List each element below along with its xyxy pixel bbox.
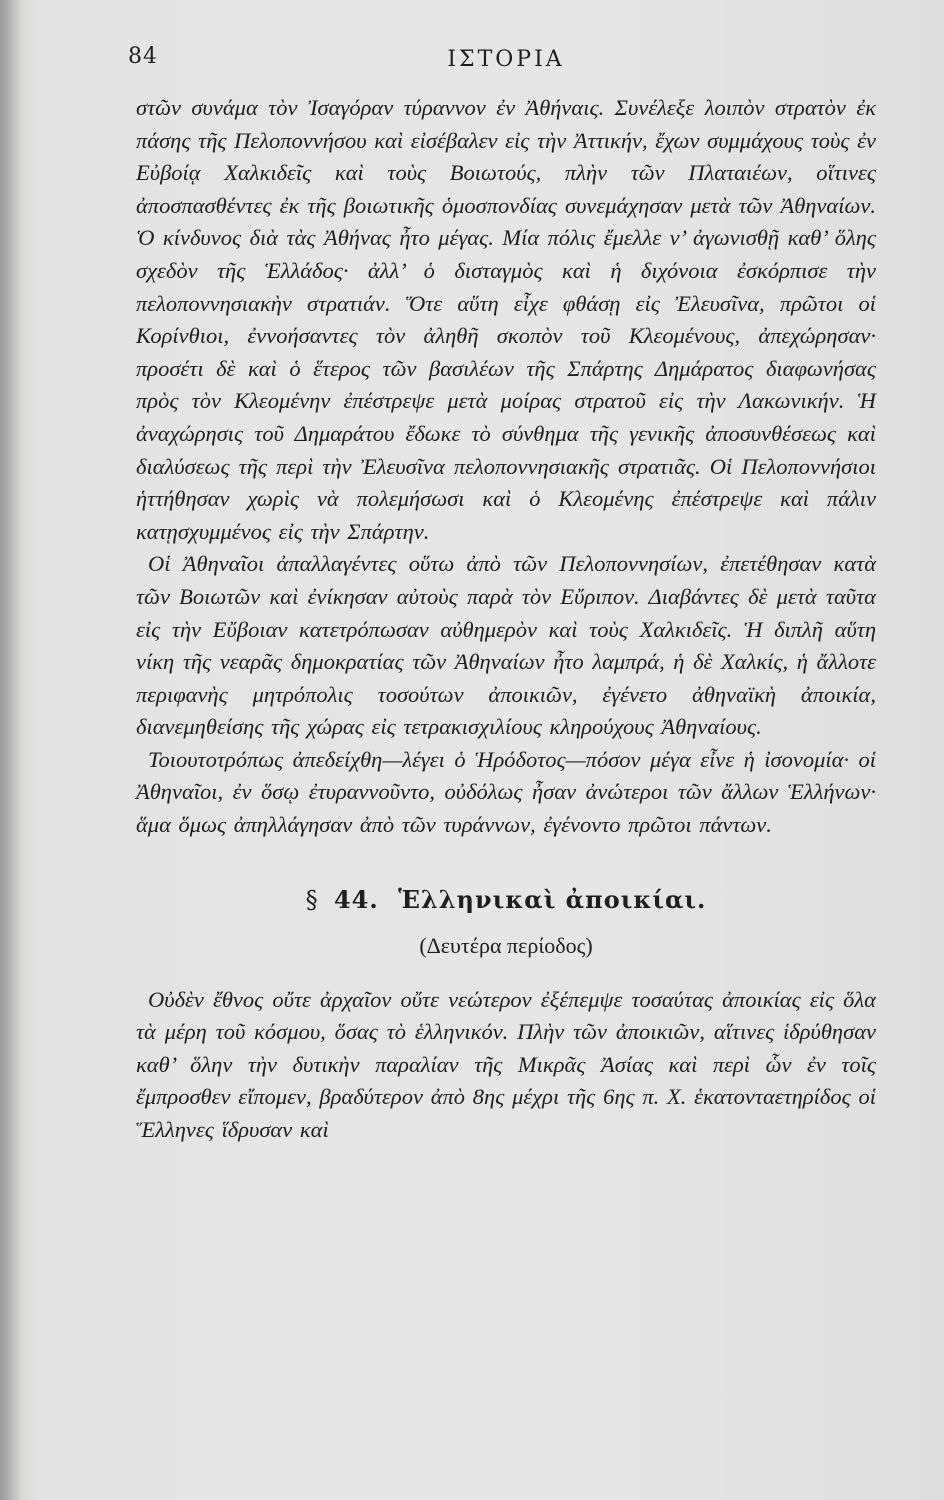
section-heading [136,880,876,920]
section-number: 44. [333,884,379,914]
running-head [128,0,876,92]
section-sign: § [305,885,319,914]
page-number: 84 [128,44,158,69]
paragraph-herodotus-isonomia: Τοιουτοτρόπως ἀπεδείχθη—λέγει ὁ Ἡρόδοτος—πόσον μέγα εἶνε ἡ ἰσονομία· οἱ Ἀθηναῖοι, ἐν ὅσῳ ἐτυραννοῦντο, οὐδόλως ἦσαν ἀνώτεροι τῶν ἄλλων Ἑλλήνων· ἅμα ὅμως ἀπηλλάγησαν ἀπὸ τῶν τυράννων, ἐγένοντο πρῶτοι πάντων. [136,746,876,838]
paragraph-isagoras-invasion: στῶν συνάμα τὸν Ἰσαγόραν τύραννον ἐν Ἀθήναις. Συνέλεξε λοιπὸν στρατὸν ἐκ πάσης τῆς Πελοποννήσου καὶ εἰσέβαλεν εἰς τὴν Ἀττικήν, ἔχων συμμάχους τοὺς ἐν Εὐβοίᾳ Χαλκιδεῖς καὶ τοὺς Βοιωτούς, πλὴν τῶν Πλαταιέων, οἵτινες ἀποσπασθέντες ἐκ τῆς βοιωτικῆς ὁμοσπονδίας συνεμάχησαν μετὰ τῶν Ἀθηναίων. Ὁ κίνδυνος διὰ τὰς Ἀθήνας ἦτο μέγας. Μία πόλις ἔμελλε ν’ ἀγωνισθῇ καθ’ ὅλης σχεδὸν τῆς Ἑλλάδος· ἀλλ’ ὁ δισταγμὸς καὶ ἡ διχόνοια ἐσκόρπισε τὴν πελοποννησιακὴν στρατιάν. Ὅτε αὕτη εἶχε φθάσῃ εἰς Ἐλευσῖνα, πρῶτοι οἱ Κορίνθιοι, ἐννοήσαντες τὸν ἀληθῆ σκοπὸν τοῦ Κλεομένους, ἀπεχώρησαν· προσέτι δὲ καὶ ὁ ἕτερος τῶν βασιλέων τῆς Σπάρτης Δημάρατος διαφωνήσας πρὸς τὸν Κλεομένην ἐπέστρεψε μετὰ μοίρας στρατοῦ εἰς τὴν Λακωνικήν. Ἡ ἀναχώρησις τοῦ Δημαράτου ἔδωκε τὸ σύνθημα τῆς γενικῆς ἀποσυνθέσεως καὶ διαλύσεως τῆς περὶ τὴν Ἐλευσῖνα πελοποννησιακῆς στρατιᾶς. Οἱ Πελοποννήσιοι ἡττήθησαν χωρὶς νὰ πολεμήσωσι καὶ ὁ Κλεομένης ἐπέστρεψε καὶ πάλιν κατῃσχυμμένος εἰς τὴν Σπάρτην. [136,95,876,544]
paragraph-greek-colonies: Οὐδὲν ἔθνος οὔτε ἀρχαῖον οὔτε νεώτερον ἐξέπεμψε τοσαύτας ἀποικίας εἰς ὅλα τὰ μέρη τοῦ κόσμου, ὅσας τὸ ἑλληνικόν. Πλὴν τῶν ἀποικιῶν, αἵτινες ἱδρύθησαν καθ’ ὅλην τὴν δυτικὴν παραλίαν τῆς Μικρᾶς Ἀσίας καὶ περὶ ὧν ἐν τοῖς ἔμπροσθεν εἴπομεν, βραδύτερον ἀπὸ 8ης μέχρι τῆς 6ης π. Χ. ἑκατονταετηρίδος οἱ Ἕλληνες ἵδρυσαν καὶ [136,986,876,1143]
paragraph-athenian-victory: Οἱ Ἀθηναῖοι ἀπαλλαγέντες οὕτω ἀπὸ τῶν Πελοποννησίων, ἐπετέθησαν κατὰ τῶν Βοιωτῶν καὶ ἐνίκησαν αὐτοὺς παρὰ τὸν Εὔριπον. Διαβάντες δὲ μετὰ ταῦτα εἰς τὴν Εὔβοιαν κατετρόπωσαν αὐθημερὸν καὶ τοὺς Χαλκιδεῖς. Ἡ διπλῆ αὕτη νίκη τῆς νεαρᾶς δημοκρατίας τῶν Ἀθηναίων ἦτο λαμπρά, ἡ δὲ Χαλκίς, ἡ ἄλλοτε περιφανὴς μητρόπολις τοσούτων ἀποικιῶν, ἐγένετο ἀθηναϊκὴ ἀποικία, διανεμηθείσης τῆς χώρας εἰς τετρακισχιλίους κληρούχους Ἀθηναίους. [136,551,876,740]
section-title: Ἑλληνικαὶ ἀποικίαι. [398,884,707,914]
running-title: ΙΣΤΟΡΙΑ [447,47,565,72]
section-subtitle: (Δευτέρα περίοδος) [419,932,593,958]
